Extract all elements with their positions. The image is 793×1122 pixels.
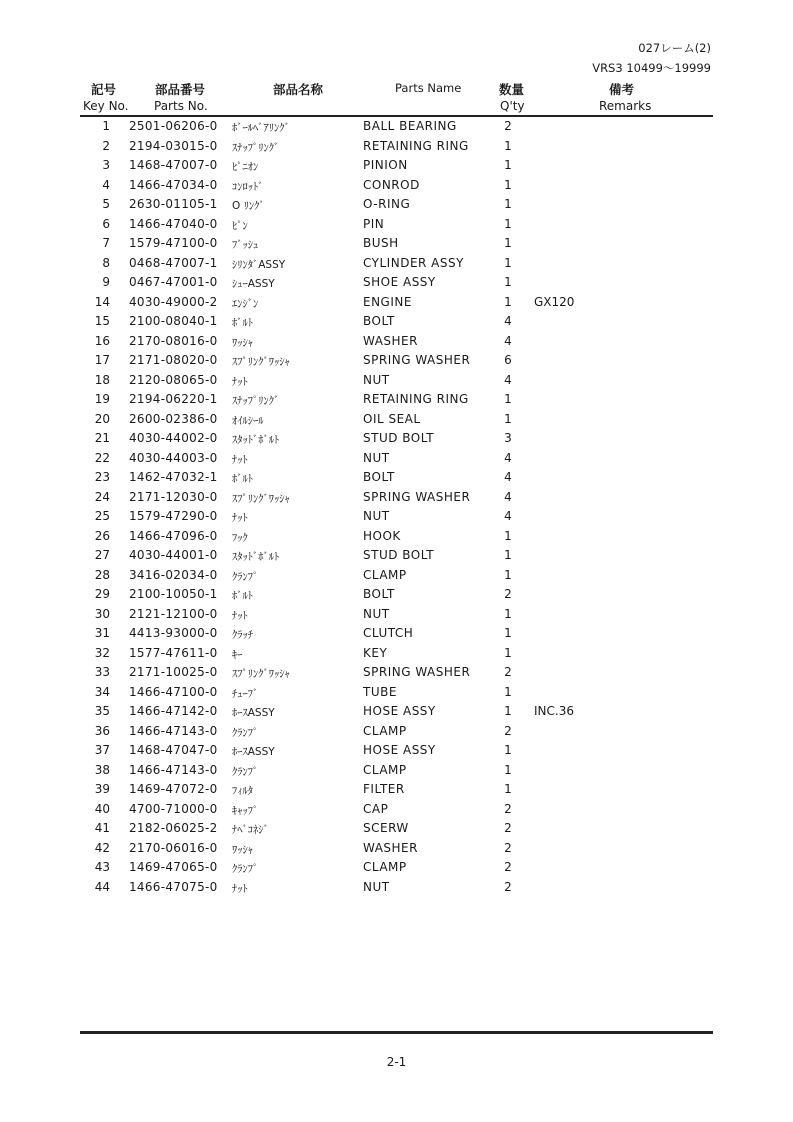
part-name-jp: ﾅﾍﾞｺﾈｼﾞ xyxy=(232,824,269,836)
part-number: 2630-01105-1 xyxy=(129,197,218,211)
key-no: 30 xyxy=(94,606,110,621)
quantity: 1 xyxy=(504,197,512,211)
parts-table xyxy=(80,117,713,897)
part-name-en: ENGINE xyxy=(363,294,412,309)
key-no: 29 xyxy=(94,587,110,601)
quantity: 4 xyxy=(504,470,512,484)
page-number: 2-1 xyxy=(386,1055,407,1069)
part-number: 2121-12100-0 xyxy=(129,606,218,621)
part-number: 1469-47065-0 xyxy=(129,860,218,874)
table-row xyxy=(80,644,713,664)
key-no: 5 xyxy=(102,197,110,211)
part-name-en: HOSE ASSY xyxy=(363,743,436,757)
table-row xyxy=(80,410,713,430)
part-number: 2600-02386-0 xyxy=(129,411,218,426)
quantity: 1 xyxy=(504,782,512,796)
key-no: 33 xyxy=(94,665,110,679)
sheet-reference: 027レーム(2) xyxy=(638,41,711,55)
quantity: 1 xyxy=(504,255,512,270)
key-no: 35 xyxy=(94,704,110,718)
part-name-en: STUD BOLT xyxy=(363,431,435,445)
part-name-jp: ｴﾝｼﾞﾝ xyxy=(232,297,259,310)
quantity: 1 xyxy=(504,236,512,250)
part-name-en: CAP xyxy=(363,801,389,816)
key-no: 43 xyxy=(94,860,110,874)
quantity: 1 xyxy=(504,411,512,426)
part-name-jp: ﾌｨﾙﾀ xyxy=(232,785,253,797)
quantity: 4 xyxy=(504,450,512,465)
part-number: 2171-08020-0 xyxy=(129,353,218,367)
part-name-jp: O ﾘﾝｸﾞ xyxy=(232,200,265,212)
quantity: 4 xyxy=(504,489,512,504)
part-name-en: TUBE xyxy=(363,684,397,699)
part-number: 2171-12030-0 xyxy=(129,489,218,504)
part-name-en: RETAINING RING xyxy=(363,392,469,406)
table-row xyxy=(80,566,713,586)
part-number: 1579-47290-0 xyxy=(129,509,218,523)
quantity: 2 xyxy=(504,587,512,601)
quantity: 1 xyxy=(504,294,512,309)
key-no: 28 xyxy=(94,567,110,582)
part-name-jp: ｽﾌﾟﾘﾝｸﾞﾜｯｼｬ xyxy=(232,356,290,368)
part-number: 4030-44002-0 xyxy=(129,431,218,445)
key-no: 25 xyxy=(94,509,110,523)
key-no: 44 xyxy=(94,879,110,894)
part-name-en: WASHER xyxy=(363,333,418,348)
quantity: 1 xyxy=(504,762,512,777)
part-number: 1466-47075-0 xyxy=(129,879,218,894)
key-no: 18 xyxy=(94,372,110,387)
table-row xyxy=(80,722,713,742)
table-row xyxy=(80,624,713,644)
part-name-en: NUT xyxy=(363,372,390,387)
part-name-en: NUT xyxy=(363,879,390,894)
key-no: 15 xyxy=(94,314,110,328)
key-no: 41 xyxy=(94,821,110,835)
part-name-en: CLAMP xyxy=(363,723,407,738)
part-name-jp: ｷｰ xyxy=(232,648,243,661)
part-name-jp: ﾎﾞﾙﾄ xyxy=(232,473,253,485)
part-name-en: PINION xyxy=(363,158,408,172)
part-number: 2120-08065-0 xyxy=(129,372,218,387)
part-name-en: CONROD xyxy=(363,177,420,192)
quantity: 1 xyxy=(504,177,512,192)
part-name-jp: ﾎﾞｰﾙﾍﾞｱﾘﾝｸﾞ xyxy=(232,122,290,134)
part-name-en: HOOK xyxy=(363,528,401,543)
part-number: 1466-47100-0 xyxy=(129,684,218,699)
part-name-en: BOLT xyxy=(363,470,395,484)
key-no: 38 xyxy=(94,762,110,777)
part-name-en: BUSH xyxy=(363,236,399,250)
table-row xyxy=(80,468,713,488)
table-row xyxy=(80,741,713,761)
part-name-jp: ｽﾀｯﾄﾞﾎﾞﾙﾄ xyxy=(232,434,280,446)
part-name-jp: ﾌﾞｯｼｭ xyxy=(232,239,259,251)
key-no: 26 xyxy=(94,528,110,543)
part-number: 3416-02034-0 xyxy=(129,567,218,582)
part-name-en: RETAINING RING xyxy=(363,138,469,153)
part-number: 4700-71000-0 xyxy=(129,801,218,816)
key-no: 1 xyxy=(102,119,110,133)
part-name-en: PIN xyxy=(363,216,385,231)
part-number: 2170-06016-0 xyxy=(129,840,218,855)
key-no: 24 xyxy=(94,489,110,504)
part-name-en: CYLINDER ASSY xyxy=(363,255,464,270)
part-name-jp: ﾎﾞﾙﾄ xyxy=(232,317,253,329)
part-name-en: SPRING WASHER xyxy=(363,665,471,679)
part-number: 1466-47040-0 xyxy=(129,216,218,231)
part-number: 0467-47001-0 xyxy=(129,275,218,289)
key-no: 27 xyxy=(94,548,110,562)
part-name-en: CLUTCH xyxy=(363,626,414,640)
quantity: 1 xyxy=(504,684,512,699)
part-name-en: KEY xyxy=(363,645,388,660)
serial-range: VRS3 10499～19999 xyxy=(592,61,711,75)
header-key-en: Key No. xyxy=(83,99,129,113)
header-part-no-en: Parts No. xyxy=(154,99,208,113)
key-no: 16 xyxy=(94,333,110,348)
table-row xyxy=(80,780,713,800)
table-row xyxy=(80,429,713,449)
quantity: 6 xyxy=(504,353,512,367)
part-name-en: CLAMP xyxy=(363,762,407,777)
table-row xyxy=(80,819,713,839)
part-number: 2194-06220-1 xyxy=(129,392,218,406)
header-remarks-en: Remarks xyxy=(599,99,652,113)
quantity: 1 xyxy=(504,528,512,543)
part-number: 1462-47032-1 xyxy=(129,470,218,484)
part-number: 4030-44001-0 xyxy=(129,548,218,562)
table-row xyxy=(80,702,713,722)
part-number: 1466-47143-0 xyxy=(129,762,218,777)
part-name-en: O-RING xyxy=(363,197,411,211)
part-number: 0468-47007-1 xyxy=(129,255,218,270)
part-number: 1466-47096-0 xyxy=(129,528,218,543)
table-row xyxy=(80,858,713,878)
quantity: 2 xyxy=(504,723,512,738)
quantity: 3 xyxy=(504,431,512,445)
part-name-en: CLAMP xyxy=(363,860,407,874)
key-no: 2 xyxy=(102,138,110,153)
part-name-en: NUT xyxy=(363,450,390,465)
header-qty-jp: 数量 xyxy=(499,82,525,97)
key-no: 31 xyxy=(94,626,110,640)
part-number: 1577-47611-0 xyxy=(129,645,218,660)
part-name-en: WASHER xyxy=(363,840,418,855)
part-name-en: SHOE ASSY xyxy=(363,275,436,289)
quantity: 1 xyxy=(504,606,512,621)
key-no: 40 xyxy=(94,801,110,816)
key-no: 6 xyxy=(102,216,110,231)
part-name-jp: ﾋﾟﾝ xyxy=(232,219,248,232)
part-name-jp: ﾅｯﾄ xyxy=(232,375,248,388)
part-name-jp: ｽﾌﾟﾘﾝｸﾞﾜｯｼｬ xyxy=(232,492,290,505)
key-no: 42 xyxy=(94,840,110,855)
table-row xyxy=(80,546,713,566)
part-number: 1468-47047-0 xyxy=(129,743,218,757)
part-number: 4030-44003-0 xyxy=(129,450,218,465)
part-number: 4030-49000-2 xyxy=(129,294,218,309)
key-no: 7 xyxy=(102,236,110,250)
header-part-no-jp: 部品番号 xyxy=(155,82,206,97)
quantity: 1 xyxy=(504,567,512,582)
part-name-en: BOLT xyxy=(363,314,395,328)
part-name-jp: ｽﾅｯﾌﾟﾘﾝｸﾞ xyxy=(232,395,280,407)
quantity: 2 xyxy=(504,665,512,679)
part-name-jp: ﾜｯｼｬ xyxy=(232,843,253,856)
key-no: 23 xyxy=(94,470,110,484)
table-row xyxy=(80,254,713,274)
key-no: 39 xyxy=(94,782,110,796)
part-name-jp: ﾜｯｼｬ xyxy=(232,336,253,349)
part-name-jp: ｸﾗﾝﾌﾟ xyxy=(232,570,259,583)
part-name-en: HOSE ASSY xyxy=(363,704,436,718)
part-name-jp: ﾎｰｽASSY xyxy=(232,746,275,758)
table-row xyxy=(80,800,713,820)
table-row xyxy=(80,683,713,703)
part-name-en: FILTER xyxy=(363,782,405,796)
quantity: 1 xyxy=(504,548,512,562)
part-number: 2170-08016-0 xyxy=(129,333,218,348)
part-name-jp: ﾅｯﾄ xyxy=(232,512,248,524)
key-no: 36 xyxy=(94,723,110,738)
part-name-jp: ｼｭｰASSY xyxy=(232,278,275,290)
table-row xyxy=(80,273,713,293)
quantity: 1 xyxy=(504,216,512,231)
part-number: 1466-47142-0 xyxy=(129,704,218,718)
table-row xyxy=(80,156,713,176)
part-name-jp: ﾅｯﾄ xyxy=(232,882,248,895)
header-part-name-jp: 部品名称 xyxy=(273,82,324,97)
table-row xyxy=(80,371,713,391)
table-row xyxy=(80,663,713,683)
part-name-jp: ｸﾗﾝﾌﾟ xyxy=(232,726,259,739)
part-name-jp: ﾌｯｸ xyxy=(232,531,248,544)
quantity: 2 xyxy=(504,821,512,835)
key-no: 20 xyxy=(94,411,110,426)
part-name-jp: ﾁｭｰﾌﾞ xyxy=(232,687,259,700)
key-no: 19 xyxy=(94,392,110,406)
key-no: 32 xyxy=(94,645,110,660)
header-parts-name-en: Parts Name xyxy=(395,81,462,95)
header-key-jp: 記号 xyxy=(91,82,117,97)
part-name-en: BALL BEARING xyxy=(363,119,457,133)
part-number: 1469-47072-0 xyxy=(129,782,218,796)
quantity: 1 xyxy=(504,275,512,289)
part-name-jp: ﾎﾞﾙﾄ xyxy=(232,590,253,602)
part-name-jp: ｵｲﾙｼｰﾙ xyxy=(232,414,264,427)
key-no: 21 xyxy=(94,431,110,445)
part-name-jp: ｽﾌﾟﾘﾝｸﾞﾜｯｼｬ xyxy=(232,668,290,680)
key-no: 8 xyxy=(102,255,110,270)
part-name-en: SPRING WASHER xyxy=(363,353,471,367)
part-name-en: SCERW xyxy=(363,821,409,835)
part-number: 1579-47100-0 xyxy=(129,236,218,250)
table-row xyxy=(80,137,713,157)
table-row xyxy=(80,117,713,137)
part-name-en: STUD BOLT xyxy=(363,548,435,562)
table-row xyxy=(80,878,713,898)
part-name-jp: ﾅｯﾄ xyxy=(232,453,248,466)
quantity: 4 xyxy=(504,372,512,387)
part-name-en: NUT xyxy=(363,606,390,621)
quantity: 2 xyxy=(504,119,512,133)
table-row xyxy=(80,390,713,410)
part-name-en: SPRING WASHER xyxy=(363,489,471,504)
quantity: 4 xyxy=(504,509,512,523)
table-row xyxy=(80,234,713,254)
part-name-jp: ﾎｰｽASSY xyxy=(232,707,275,719)
header-qty-en: Q'ty xyxy=(500,99,525,113)
part-number: 2501-06206-0 xyxy=(129,119,218,133)
part-number: 2100-10050-1 xyxy=(129,587,218,601)
part-name-jp: ｽﾀｯﾄﾞﾎﾞﾙﾄ xyxy=(232,551,280,563)
quantity: 2 xyxy=(504,840,512,855)
part-number: 2194-03015-0 xyxy=(129,138,218,153)
quantity: 1 xyxy=(504,743,512,757)
key-no: 37 xyxy=(94,743,110,757)
part-name-jp: ｼﾘﾝﾀﾞASSY xyxy=(232,258,286,271)
part-number: 4413-93000-0 xyxy=(129,626,218,640)
table-row xyxy=(80,449,713,469)
key-no: 17 xyxy=(94,353,110,367)
part-name-jp: ｸﾗﾝﾌﾟ xyxy=(232,765,259,778)
part-number: 2100-08040-1 xyxy=(129,314,218,328)
quantity: 1 xyxy=(504,626,512,640)
quantity: 2 xyxy=(504,879,512,894)
header-remarks-jp: 備考 xyxy=(609,82,635,97)
key-no: 4 xyxy=(102,177,110,192)
table-row xyxy=(80,176,713,196)
part-number: 1466-47034-0 xyxy=(129,177,218,192)
quantity: 1 xyxy=(504,158,512,172)
key-no: 22 xyxy=(94,450,110,465)
part-name-jp: ｽﾅｯﾌﾟﾘﾝｸﾞ xyxy=(232,141,280,154)
quantity: 1 xyxy=(504,704,512,718)
table-row xyxy=(80,351,713,371)
part-name-en: CLAMP xyxy=(363,567,407,582)
remarks: INC.36 xyxy=(534,704,574,718)
quantity: 1 xyxy=(504,138,512,153)
part-name-en: OIL SEAL xyxy=(363,411,421,426)
part-number: 1466-47143-0 xyxy=(129,723,218,738)
key-no: 14 xyxy=(94,294,110,309)
quantity: 2 xyxy=(504,801,512,816)
part-name-en: NUT xyxy=(363,509,390,523)
key-no: 9 xyxy=(102,275,110,289)
table-row xyxy=(80,195,713,215)
table-row xyxy=(80,761,713,781)
part-name-jp: ｷｬｯﾌﾟ xyxy=(232,804,259,817)
part-name-jp: ﾅｯﾄ xyxy=(232,609,248,622)
footer-divider xyxy=(80,1031,713,1034)
table-row xyxy=(80,605,713,625)
quantity: 1 xyxy=(504,392,512,406)
key-no: 34 xyxy=(94,684,110,699)
table-row xyxy=(80,527,713,547)
quantity: 1 xyxy=(504,645,512,660)
part-name-jp: ｸﾗﾝﾌﾟ xyxy=(232,863,259,875)
table-row xyxy=(80,332,713,352)
table-row xyxy=(80,293,713,313)
table-row xyxy=(80,585,713,605)
part-number: 2171-10025-0 xyxy=(129,665,218,679)
table-row xyxy=(80,839,713,859)
key-no: 3 xyxy=(102,158,110,172)
part-name-jp: ﾋﾟﾆｵﾝ xyxy=(232,161,259,173)
table-row xyxy=(80,215,713,235)
part-name-jp: ｸﾗｯﾁ xyxy=(232,629,253,641)
part-number: 2182-06025-2 xyxy=(129,821,218,835)
quantity: 2 xyxy=(504,860,512,874)
part-name-en: BOLT xyxy=(363,587,395,601)
quantity: 4 xyxy=(504,333,512,348)
part-number: 1468-47007-0 xyxy=(129,158,218,172)
table-row xyxy=(80,488,713,508)
table-row xyxy=(80,312,713,332)
table-row xyxy=(80,507,713,527)
remarks: GX120 xyxy=(534,294,575,309)
part-name-jp: ｺﾝﾛｯﾄﾞ xyxy=(232,180,264,193)
quantity: 4 xyxy=(504,314,512,328)
